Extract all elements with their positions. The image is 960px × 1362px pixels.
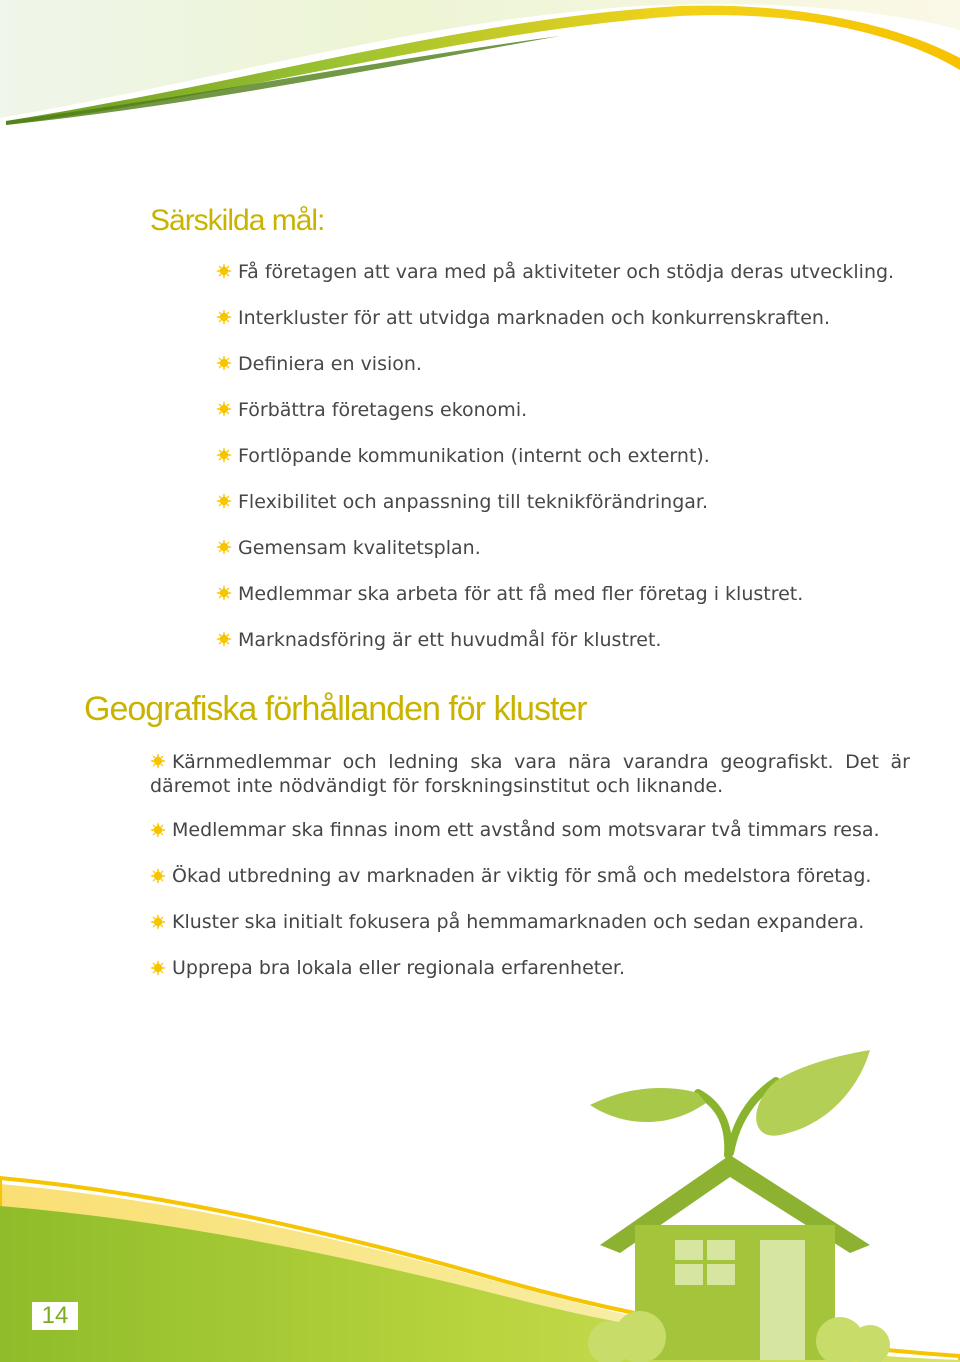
goal-text: Gemensam kvalitetsplan. xyxy=(238,537,481,559)
goal-item xyxy=(216,442,894,488)
sun-bullet-icon xyxy=(150,960,166,976)
sun-bullet-icon xyxy=(216,401,232,417)
goal-item xyxy=(216,350,894,396)
goal-item xyxy=(216,488,894,534)
sun-bullet-icon xyxy=(150,822,166,838)
sun-bullet-icon xyxy=(150,914,166,930)
geography-text: Upprepa bra lokala eller regionala erfarenheter. xyxy=(172,957,626,979)
house-sprout-illustration xyxy=(580,1045,900,1362)
geography-text: Kärnmedlemmar och ledning ska vara nära varandra geografiskt. Det är däremot inte nödvändigt för forskningsinstitut och liknande. xyxy=(150,751,910,797)
sun-bullet-icon xyxy=(216,631,232,647)
heading-geographic-conditions: Geografiska förhållanden för kluster xyxy=(84,690,587,728)
goals-list xyxy=(216,258,894,672)
sun-bullet-icon xyxy=(216,539,232,555)
geography-item xyxy=(150,910,910,934)
goal-text: Definiera en vision. xyxy=(238,353,422,375)
sun-bullet-icon xyxy=(216,263,232,279)
goal-item xyxy=(216,534,894,580)
top-swoosh-decoration xyxy=(0,0,960,140)
geography-item xyxy=(150,864,910,888)
sun-bullet-icon xyxy=(216,355,232,371)
goal-text: Flexibilitet och anpassning till teknikförändringar. xyxy=(238,491,709,513)
goal-text: Interkluster för att utvidga marknaden och konkurrenskraften. xyxy=(238,307,830,329)
goal-text: Fortlöpande kommunikation (internt och externt). xyxy=(238,445,710,467)
goal-item xyxy=(216,580,894,626)
geography-item xyxy=(150,750,910,798)
sun-bullet-icon xyxy=(216,585,232,601)
sun-bullet-icon xyxy=(150,868,166,884)
sun-bullet-icon xyxy=(150,753,166,769)
goal-text: Medlemmar ska arbeta för att få med fler företag i klustret. xyxy=(238,583,804,605)
page-number: 14 xyxy=(32,1302,78,1330)
goal-text: Få företagen att vara med på aktiviteter och stödja deras utveckling. xyxy=(238,261,895,283)
geography-text: Kluster ska initialt fokusera på hemmamarknaden och sedan expandera. xyxy=(172,911,865,933)
geography-text: Medlemmar ska finnas inom ett avstånd som motsvarar två timmars resa. xyxy=(172,819,880,841)
goal-item xyxy=(216,396,894,442)
geography-list xyxy=(150,750,910,1002)
geography-item xyxy=(150,818,910,842)
geography-text: Ökad utbredning av marknaden är viktig för små och medelstora företag. xyxy=(172,865,872,887)
goal-item xyxy=(216,626,894,672)
heading-special-goals: Särskilda mål: xyxy=(150,204,325,237)
goal-item xyxy=(216,258,894,304)
sun-bullet-icon xyxy=(216,309,232,325)
goal-item xyxy=(216,304,894,350)
sun-bullet-icon xyxy=(216,447,232,463)
geography-item xyxy=(150,956,910,980)
sun-bullet-icon xyxy=(216,493,232,509)
goal-text: Förbättra företagens ekonomi. xyxy=(238,399,528,421)
goal-text: Marknadsföring är ett huvudmål för klustret. xyxy=(238,629,662,651)
